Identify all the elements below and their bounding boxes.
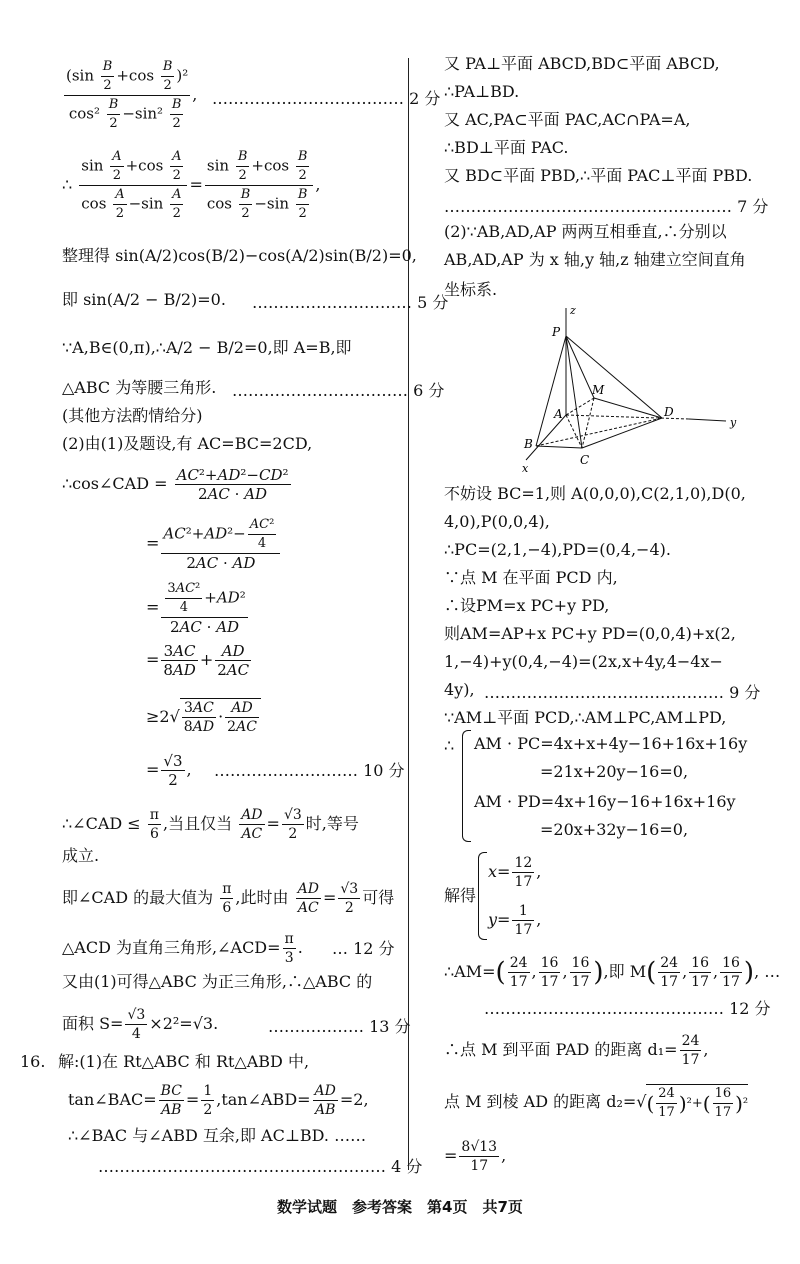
pyramid-figure [514,300,754,475]
q16-line-2: tan∠BAC= $\frac{BC}{AB}$ = $\frac{1}{2}$ ,tan∠ABD= $\frac{AD}{AB}$ =2, [68,1083,369,1118]
text-line-13: 即∠CAD 的最大值为 $\frac{\pi}{6}$ ,此时由 $\frac{AD}{AC}$ = $\frac{√3}{2}$ 可得 [62,881,395,916]
score-7: ……………………………………………… 7 分 [444,197,769,216]
q16-line-1: 解:(1)在 Rt△ABC 和 Rt△ABD 中, [58,1052,310,1071]
cos-cad-line-5: ≥2√ $\frac{3AC}{8AD}$ · $\frac{AD}{2AC}$ [146,698,261,736]
r-am-line: ∴AM=( $\frac{24}{17}$ , $\frac{16}{17}$ , $\frac{16}{17}$ ),即 M( $\frac{24}{17}$ , $\frac{16}{17}$ , $\frac{16}{17}$ ), … [444,955,781,990]
solve-label: 解得 [444,886,477,905]
system-eq-1b: =21x+20y−16=0, [540,762,689,781]
d2-result: = $\frac{8√13}{17}$ , [444,1139,507,1174]
text-line-12: 成立. [62,846,100,865]
r-line-18: ∵AM⊥平面 PCD,∴AM⊥PC,AM⊥PD, [444,708,727,727]
r-line-12: ∴PC=(2,1,−4),PD=(0,4,−4). [444,540,671,559]
score-6: …………………………… 6 分 [232,381,445,400]
r-line-5: 又 BD⊂平面 PBD,∴平面 PAC⊥平面 PBD. [444,166,753,185]
score-2: ……………………………… 2 分 [212,89,441,108]
r-line-3: 又 AC,PA⊂平面 PAC,AC∩PA=A, [444,110,691,129]
system-eq-1a: AM · PC=4x+x+4y−16+16x+16y [474,734,748,753]
r-line-2: ∴PA⊥BD. [444,82,520,101]
page-footer: 数学试题 参考答案 第4页 共7页 [277,1198,523,1216]
label-M: M [592,383,605,397]
text-line-4: 即 sin(A/2 − B/2)=0. [62,290,226,309]
label-y: y [730,416,737,429]
system-eq-2b: =20x+32y−16=0, [540,820,689,839]
system-eq-2a: AM · PD=4x+16y−16+16x+16y [474,792,736,811]
therefore-brace: ∴ [444,736,455,755]
r-line-16: 1,−4)+y(0,4,−4)=(2x,x+4y,4−4x− [444,652,723,671]
cos-cad-line-2: = AC²+AD²− $\frac{\text{AC²}}{4}$ 2AC · AD [146,516,282,572]
column-divider [408,58,409,1170]
cos-cad-line-6: = $\frac{√3}{2}$ , [146,752,192,789]
text-line-16: 面积 S= $\frac{√3}{4}$ ×2²=√3. [62,1007,219,1042]
score-4: ……………………………………………… 4 分 [98,1157,423,1176]
r-line-10: 不妨设 BC=1,则 A(0,0,0),C(2,1,0),D(0, [444,484,746,503]
label-C: C [580,453,590,467]
label-D: D [664,405,674,419]
label-z: z [570,304,576,317]
formula-line-1: (sin $\frac{B}{2}$ +cos $\frac{B}{2}$ )² cos² $\frac{B}{2}$ −sin² $\frac{B}{2}$ , [66,59,198,131]
text-line-15: 又由(1)可得△ABC 为正三角形,∴△ABC 的 [62,972,373,991]
inequality-sign: ≥2 [146,707,170,726]
cos-cad-label: ∴cos∠CAD = [62,474,168,493]
r-line-4: ∴BD⊥平面 PAC. [444,138,569,157]
score-13: ……………… 13 分 [268,1017,411,1036]
solution-y: y= $\frac{1}{17}$ , [488,903,542,938]
score-10: ……………………… 10 分 [214,761,405,780]
r-line-7: (2)∵AB,AD,AP 两两互相垂直,∴分别以 [444,222,727,241]
text-line-5: ∵A,B∈(0,π),∴A/2 − B/2=0,即 A=B,即 [62,338,352,357]
text-line-14: △ACD 为直角三角形,∠ACD= $\frac{\pi}{3}$ . [62,931,303,966]
text-line-7: (其他方法酌情给分) [62,406,203,425]
r-line-8: AB,AD,AP 为 x 轴,y 轴,z 轴建立空间直角 [444,250,746,269]
score-12-left: … 12 分 [332,939,395,958]
label-x: x [522,462,529,475]
r-line-17: 4y), [444,680,475,699]
r-line-9: 坐标系. [444,280,498,299]
formula-line-2: ∴ sin $\frac{A}{2}$ +cos $\frac{A}{2}$ cos $\frac{A}{2}$ −sin $\frac{A}{2}$ = sin $\frac{B}{2}$ +cos $\frac{B}{2}$ cos $\frac{B}{2}$ −sin $\frac{B}{2}$ , [62,149,321,221]
text-line-8: (2)由(1)及题设,有 AC=BC=2CD, [62,434,313,453]
score-5: ………………………… 5 分 [252,293,449,312]
cos-cad-line-4: = $\frac{3AC}{8AD}$ + $\frac{AD}{2AC}$ [146,642,250,679]
r-line-15: 则AM=AP+x PC+y PD=(0,0,4)+x(2, [444,624,736,643]
text-line-6: △ABC 为等腰三角形. [62,378,217,397]
score-12-right: ……………………………………… 12 分 [484,999,771,1018]
cos-cad-line-3: = $\frac{\text{3AC²}}{4}$ +AD² 2AC · AD [146,581,246,636]
text-line-11: ∴∠CAD ≤ $\frac{\pi}{6}$ ,当且仅当 $\frac{AD}{AC}$ = $\frac{√3}{2}$ 时,等号 [62,807,359,842]
text-line-3: 整理得 sin(A/2)cos(B/2)−cos(A/2)sin(B/2)=0, [62,246,417,265]
score-9: ……………………………………… 9 分 [484,683,761,702]
question-16-number: 16. [20,1052,46,1071]
solution-brace [478,852,487,940]
r-line-14: ∴设PM=x PC+y PD, [444,596,610,615]
label-A: A [554,407,563,421]
r-line-1: 又 PA⊥平面 ABCD,BD⊂平面 ABCD, [444,54,720,73]
label-B: B [524,437,533,451]
r-line-13: ∵点 M 在平面 PCD 内, [444,568,618,587]
therefore-symbol: ∴ [62,175,73,194]
solution-x: x= $\frac{12}{17}$ , [488,855,542,890]
system-brace [462,730,471,842]
d2-line: 点 M 到棱 AD 的距离 d₂=√( $\frac{24}{17}$ )²+( $\frac{16}{17}$ )² [444,1086,749,1120]
r-line-11: 4,0),P(0,0,4), [444,512,550,531]
label-P: P [552,325,561,339]
d1-line: ∴点 M 到平面 PAD 的距离 d₁= $\frac{24}{17}$ , [444,1033,709,1068]
q16-line-3: ∴∠BAC 与∠ABD 互余,即 AC⊥BD. …… [68,1126,367,1145]
cos-cad-line-1: ∴cos∠CAD = $\frac{\text{AC²+AD²−CD²}}{2AC \cdot AD}$ [62,466,289,503]
